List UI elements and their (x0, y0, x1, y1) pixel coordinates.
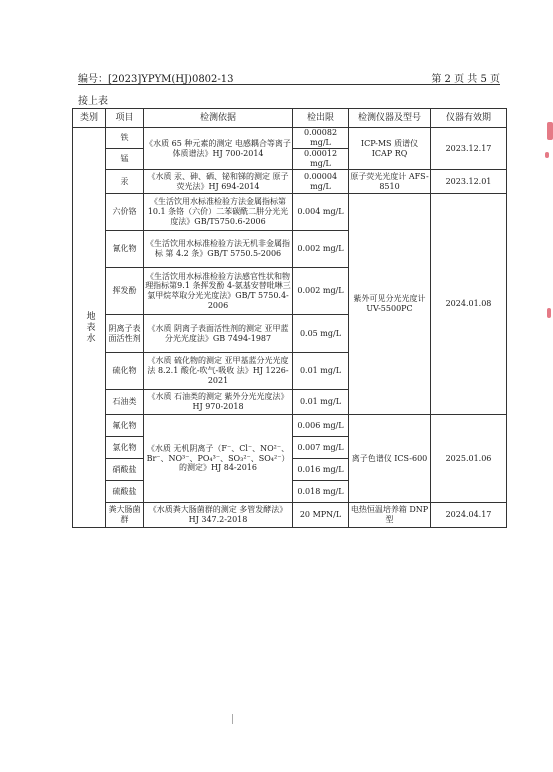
limit-cell: 0.00004 mg/L (293, 170, 349, 194)
validity-cell: 2024.04.17 (431, 503, 507, 528)
item-cell: 阴离子表面活性剂 (106, 315, 144, 353)
item-cell: 硫酸盐 (106, 481, 144, 503)
column-header: 检测依据 (144, 109, 293, 128)
column-header: 项目 (106, 109, 144, 128)
item-cell: 硫化物 (106, 353, 144, 390)
basis-cell: 《水质粪大肠菌群的测定 多管发酵法》HJ 347.2-2018 (144, 503, 293, 528)
basis-cell: 《生活饮用水标准检验方法感官性状和物理指标第9.1 条挥发酚 4-氨基安替吡啉三氯甲烷萃取分光光度法》GB/T 5750.4-2006 (144, 268, 293, 315)
seal-stamp-edge (547, 308, 551, 318)
limit-cell: 0.016 mg/L (293, 459, 349, 481)
category-cell (73, 128, 106, 528)
basis-cell: 《水质 阴离子表面活性剂的测定 亚甲蓝分光光度法》GB 7494-1987 (144, 315, 293, 353)
column-header: 仪器有效期 (431, 109, 507, 128)
table-row (73, 170, 507, 194)
continued-label: 接上表 (78, 96, 108, 107)
basis-cell: 《水质 硫化物的测定 亚甲基蓝分光光度法 8.2.1 酸化-吹气-吸收 法》HJ 1226-2021 (144, 353, 293, 390)
instrument-cell: 离子色谱仪 ICS-600 (349, 415, 431, 503)
seal-stamp-edge (545, 152, 549, 158)
column-header: 检出限 (293, 109, 349, 128)
limit-cell: 0.01 mg/L (293, 353, 349, 390)
table-header-row (73, 109, 507, 128)
limit-cell: 0.00082 mg/L (293, 128, 349, 149)
basis-cell: 《水质 无机阴离子（F⁻、Cl⁻、NO²⁻、Br⁻、NO³⁻、PO₄³⁻、SO₃²⁻、SO₄²⁻）的测定》HJ 84-2016 (144, 415, 293, 503)
table-row (73, 128, 507, 149)
validity-cell: 2024.01.08 (431, 194, 507, 415)
test-method-table (72, 108, 507, 528)
validity-cell: 2023.12.17 (431, 128, 507, 170)
basis-cell: 《水质 65 种元素的测定 电感耦合等离子体质谱法》HJ 700-2014 (144, 128, 293, 170)
column-header: 检测仪器及型号 (349, 109, 431, 128)
item-cell: 氰化物 (106, 231, 144, 268)
instrument-cell: 原子荧光光度计 AFS-8510 (349, 170, 431, 194)
limit-cell: 0.05 mg/L (293, 315, 349, 353)
table-row (73, 415, 507, 437)
seal-stamp-edge (547, 122, 553, 140)
page-mark (232, 714, 233, 724)
report-header (78, 70, 500, 84)
item-cell: 粪大肠菌群 (106, 503, 144, 528)
instrument-cell: ICP-MS 质谱仪 ICAP RQ (349, 128, 431, 170)
item-cell: 汞 (106, 170, 144, 194)
basis-cell: 《水质 石油类的测定 紫外分光光度法》HJ 970-2018 (144, 390, 293, 415)
item-cell: 六价铬 (106, 194, 144, 231)
item-cell: 铁 (106, 128, 144, 149)
limit-cell: 0.006 mg/L (293, 415, 349, 437)
item-cell: 氯化物 (106, 437, 144, 459)
limit-cell: 20 MPN/L (293, 503, 349, 528)
item-cell: 氟化物 (106, 415, 144, 437)
table-row (73, 503, 507, 528)
item-cell: 硝酸盐 (106, 459, 144, 481)
instrument-cell: 电热恒温培养箱 DNP 型 (349, 503, 431, 528)
limit-cell: 0.00012 mg/L (293, 149, 349, 170)
basis-cell: 《水质 汞、砷、硒、铋和锑的测定 原子荧光法》HJ 694-2014 (144, 170, 293, 194)
category-label: 地表水 (84, 311, 95, 344)
header-divider (78, 84, 500, 85)
report-number: 编号：[2023]YPYM(HJ)0802-13 (78, 74, 234, 85)
instrument-cell: 紫外可见分光光度计 UV-5500PC (349, 194, 431, 415)
validity-cell: 2023.12.01 (431, 170, 507, 194)
limit-cell: 0.004 mg/L (293, 194, 349, 231)
basis-cell: 《生活饮用水标准检验方法金属指标第 10.1 条铬（六价）二苯碳酰二肼分光光度法》GB/T5750.6-2006 (144, 194, 293, 231)
column-header: 类别 (73, 109, 106, 128)
page-info: 第 2 页 共 5 页 (431, 74, 500, 85)
basis-cell: 《生活饮用水标准检验方法无机非金属指标 第 4.2 条》GB/T 5750.5-2006 (144, 231, 293, 268)
limit-cell: 0.002 mg/L (293, 268, 349, 315)
limit-cell: 0.01 mg/L (293, 390, 349, 415)
limit-cell: 0.018 mg/L (293, 481, 349, 503)
limit-cell: 0.007 mg/L (293, 437, 349, 459)
limit-cell: 0.002 mg/L (293, 231, 349, 268)
item-cell: 挥发酚 (106, 268, 144, 315)
table-row (73, 194, 507, 231)
item-cell: 石油类 (106, 390, 144, 415)
item-cell: 锰 (106, 149, 144, 170)
validity-cell: 2025.01.06 (431, 415, 507, 503)
